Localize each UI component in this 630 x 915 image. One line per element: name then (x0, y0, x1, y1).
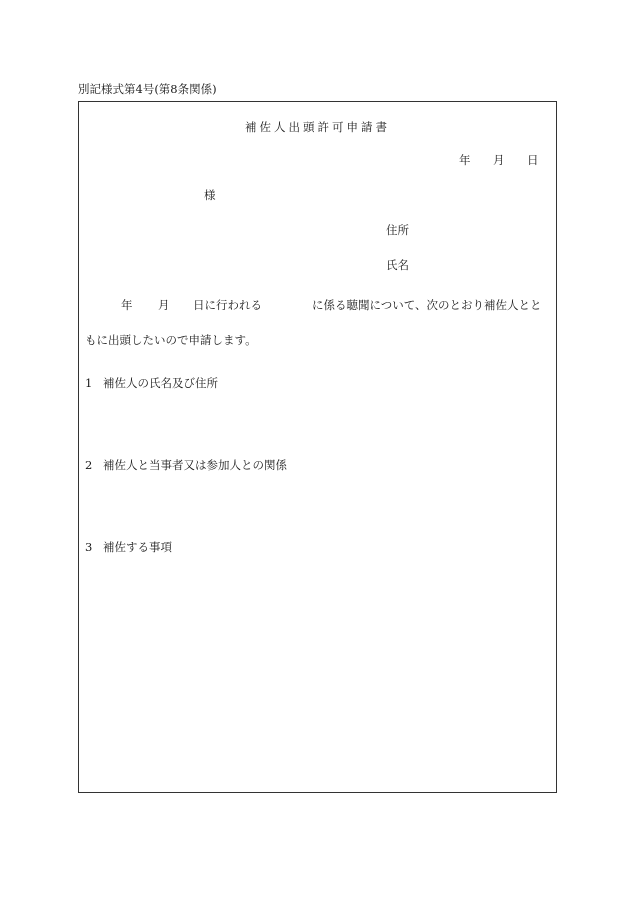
applicant-address-label: 住所 (386, 223, 409, 237)
hearing-description-text: に係る聴聞について、次のとおり補佐人とと (312, 298, 542, 312)
form-title: 補佐人出頭許可申請書 (245, 120, 390, 134)
item-label: 補佐人と当事者又は参加人との関係 (103, 458, 287, 472)
item-number: 2 (85, 458, 93, 472)
item-assistance-matters (85, 540, 172, 554)
date-month-label: 月 (493, 153, 505, 167)
item-number: 1 (85, 376, 93, 390)
item-assistant-name-address (85, 376, 218, 390)
hearing-month-label: 月 (158, 298, 170, 312)
date-day-label: 日 (527, 153, 539, 167)
date-year-label: 年 (459, 153, 471, 167)
hearing-day-text: 日に行われる (193, 298, 262, 312)
item-label: 補佐人の氏名及び住所 (103, 376, 218, 390)
item-label: 補佐する事項 (103, 540, 172, 554)
addressee-suffix: 様 (204, 188, 216, 202)
hearing-year-label: 年 (121, 298, 133, 312)
application-statement: もに出頭したいので申請します。 (85, 333, 257, 347)
application-form (78, 101, 557, 793)
item-number: 3 (85, 540, 93, 554)
item-assistant-relationship (85, 458, 287, 472)
applicant-name-label: 氏名 (386, 258, 409, 272)
form-number-label: 別記様式第4号(第8条関係) (78, 82, 217, 96)
